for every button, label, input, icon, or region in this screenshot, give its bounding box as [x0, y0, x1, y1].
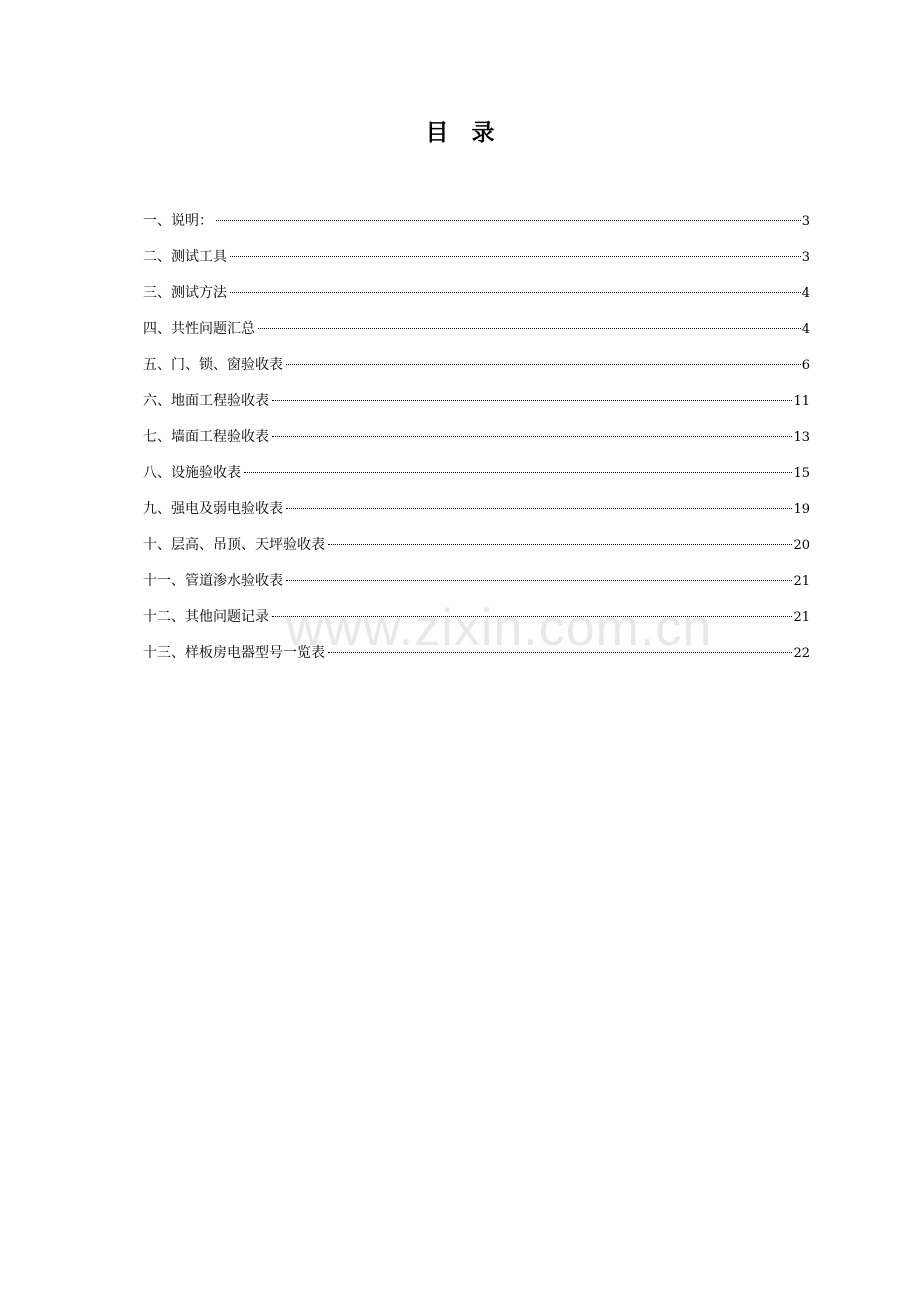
toc-entry[interactable]: [143, 532, 810, 568]
toc-entry-label: 一、说明：: [143, 213, 213, 229]
toc-dot-leader: [216, 220, 801, 221]
toc-entry[interactable]: [143, 496, 810, 532]
toc-entry-page: 4: [801, 322, 810, 337]
toc-entry[interactable]: [143, 568, 810, 604]
toc-entry-label: 九、强电及弱电验收表: [143, 501, 283, 517]
toc-entry-page: 11: [793, 394, 810, 409]
table-of-contents: [143, 208, 810, 676]
toc-entry[interactable]: [143, 604, 810, 640]
toc-entry[interactable]: [143, 424, 810, 460]
toc-dot-leader: [328, 544, 792, 545]
toc-dot-leader: [272, 616, 792, 617]
toc-entry-label: 十、层高、吊顶、天坪验收表: [143, 537, 325, 553]
toc-dot-leader: [230, 292, 801, 293]
toc-dot-leader: [286, 508, 792, 509]
toc-entry-label: 五、门、锁、窗验收表: [143, 357, 283, 373]
toc-entry-page: 3: [801, 250, 810, 265]
toc-entry-page: 21: [793, 610, 810, 625]
toc-entry[interactable]: [143, 244, 810, 280]
toc-entry-label: 三、测试方法: [143, 285, 227, 301]
toc-entry[interactable]: [143, 280, 810, 316]
toc-entry-page: 6: [801, 358, 810, 373]
toc-entry-label: 六、地面工程验收表: [143, 393, 269, 409]
toc-entry-page: 22: [793, 646, 810, 661]
toc-dot-leader: [286, 364, 801, 365]
toc-dot-leader: [244, 472, 792, 473]
toc-entry-page: 20: [793, 538, 810, 553]
toc-entry-page: 3: [801, 214, 810, 229]
toc-entry-label: 十三、样板房电器型号一览表: [143, 645, 325, 661]
toc-entry-label: 八、设施验收表: [143, 465, 241, 481]
toc-dot-leader: [258, 328, 801, 329]
toc-entry[interactable]: [143, 640, 810, 676]
toc-dot-leader: [272, 400, 792, 401]
toc-dot-leader: [328, 652, 792, 653]
toc-entry[interactable]: [143, 388, 810, 424]
toc-dot-leader: [230, 256, 801, 257]
toc-entry-page: 21: [793, 574, 810, 589]
toc-entry-label: 十一、管道渗水验收表: [143, 573, 283, 589]
toc-entry[interactable]: [143, 352, 810, 388]
toc-entry[interactable]: [143, 316, 810, 352]
toc-entry[interactable]: [143, 208, 810, 244]
toc-entry-label: 十二、其他问题记录: [143, 609, 269, 625]
toc-entry-page: 15: [793, 466, 810, 481]
toc-dot-leader: [286, 580, 792, 581]
watermark: www.zixin.com.cn: [286, 599, 713, 657]
toc-entry-label: 七、墙面工程验收表: [143, 429, 269, 445]
toc-entry-page: 19: [793, 502, 810, 517]
page-title: 目 录: [425, 120, 495, 146]
toc-entry-label: 四、共性问题汇总: [143, 321, 255, 337]
toc-entry-label: 二、测试工具: [143, 249, 227, 265]
toc-dot-leader: [272, 436, 792, 437]
toc-entry-page: 4: [801, 286, 810, 301]
toc-entry[interactable]: [143, 460, 810, 496]
toc-entry-page: 13: [793, 430, 810, 445]
